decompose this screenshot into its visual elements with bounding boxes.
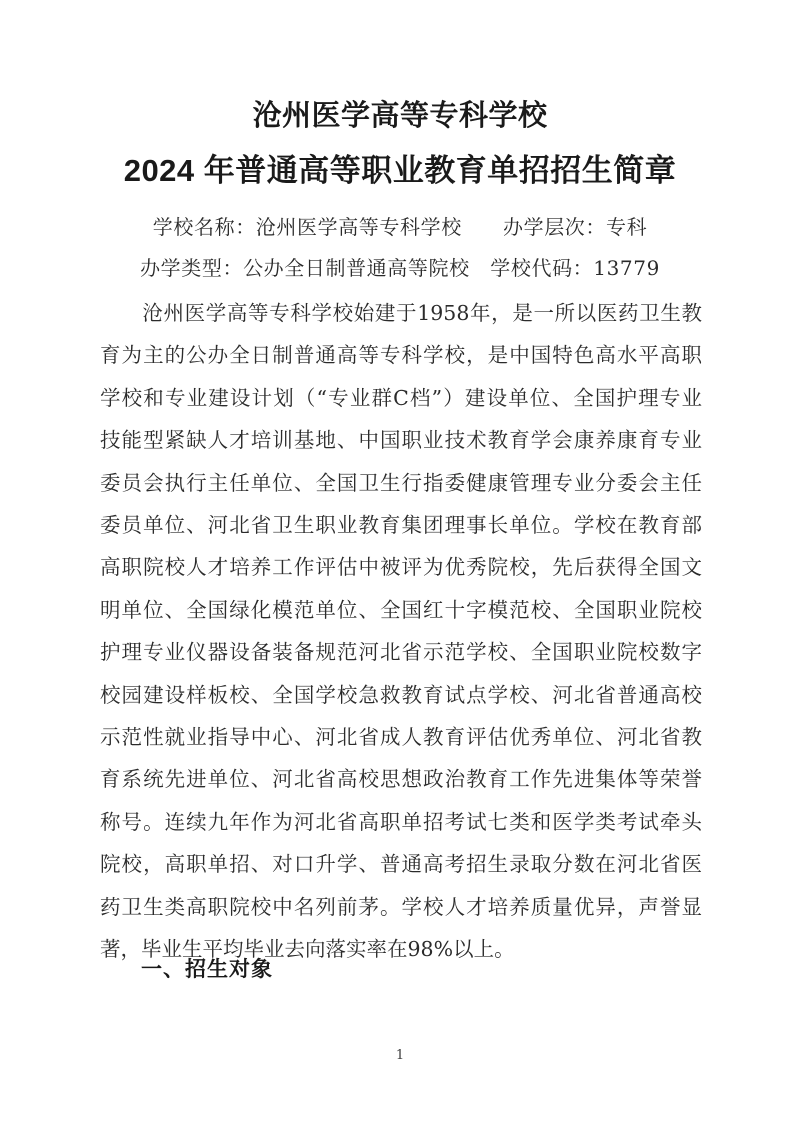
body-line: 技能型紧缺人才培训基地、中国职业技术教育学会康养康育专业: [100, 428, 702, 453]
body-line: 护理专业仪器设备装备规范河北省示范学校、全国职业院校数字: [100, 640, 702, 665]
body-line: 示范性就业指导中心、河北省成人教育评估优秀单位、河北省教: [100, 725, 702, 750]
section-heading-admission-targets: [100, 953, 700, 987]
introduction-paragraph: [100, 292, 702, 971]
body-line: 高职院校人才培养工作评估中被评为优秀院校，先后获得全国文: [100, 555, 702, 580]
page-number: 1: [395, 1048, 405, 1063]
document-title-secondary: 2024 年普通高等职业教育单招招生简章: [123, 153, 677, 188]
school-meta-block: [100, 207, 700, 289]
meta-line-school-name-and-level: 学校名称：沧州医学高等专科学校 办学层次：专科: [152, 215, 648, 239]
body-line: 校园建设样板校、全国学校急救教育试点学校、河北省普通高校: [100, 682, 702, 707]
body-line: 委员单位、河北省卫生职业教育集团理事长单位。学校在教育部: [100, 513, 702, 538]
body-line: 明单位、全国绿化模范单位、全国红十字模范校、全国职业院校: [100, 597, 702, 622]
document-title-primary: 沧州医学高等专科学校: [252, 100, 548, 132]
body-line: 药卫生类高职院校中名列前茅。学校人才培养质量优异，声誉显: [100, 894, 702, 919]
body-line: 委员会执行主任单位、全国卫生行指委健康管理专业分委会主任: [100, 470, 702, 495]
body-line: 院校，高职单招、对口升学、普通高考招生录取分数在河北省医: [100, 852, 702, 877]
body-line: 学校和专业建设计划（“专业群C档”）建设单位、全国护理专业: [100, 385, 702, 410]
body-line: 称号。连续九年作为河北省高职单招考试七类和医学类考试牵头: [100, 809, 702, 834]
section-heading-label: 一、招生对象: [141, 958, 273, 981]
body-line: 沧州医学高等专科学校始建于1958年，是一所以医药卫生教: [100, 301, 702, 325]
meta-line-school-type-and-code: 办学类型：公办全日制普通高等院校 学校代码：13779: [140, 256, 660, 280]
body-line: 育为主的公办全日制普通高等专科学校，是中国特色高水平高职: [100, 343, 702, 368]
body-line: 育系统先进单位、河北省高校思想政治教育工作先进集体等荣誉: [100, 767, 702, 792]
body-line: 著，毕业生平均毕业去向落实率在98%以上。: [100, 937, 515, 962]
